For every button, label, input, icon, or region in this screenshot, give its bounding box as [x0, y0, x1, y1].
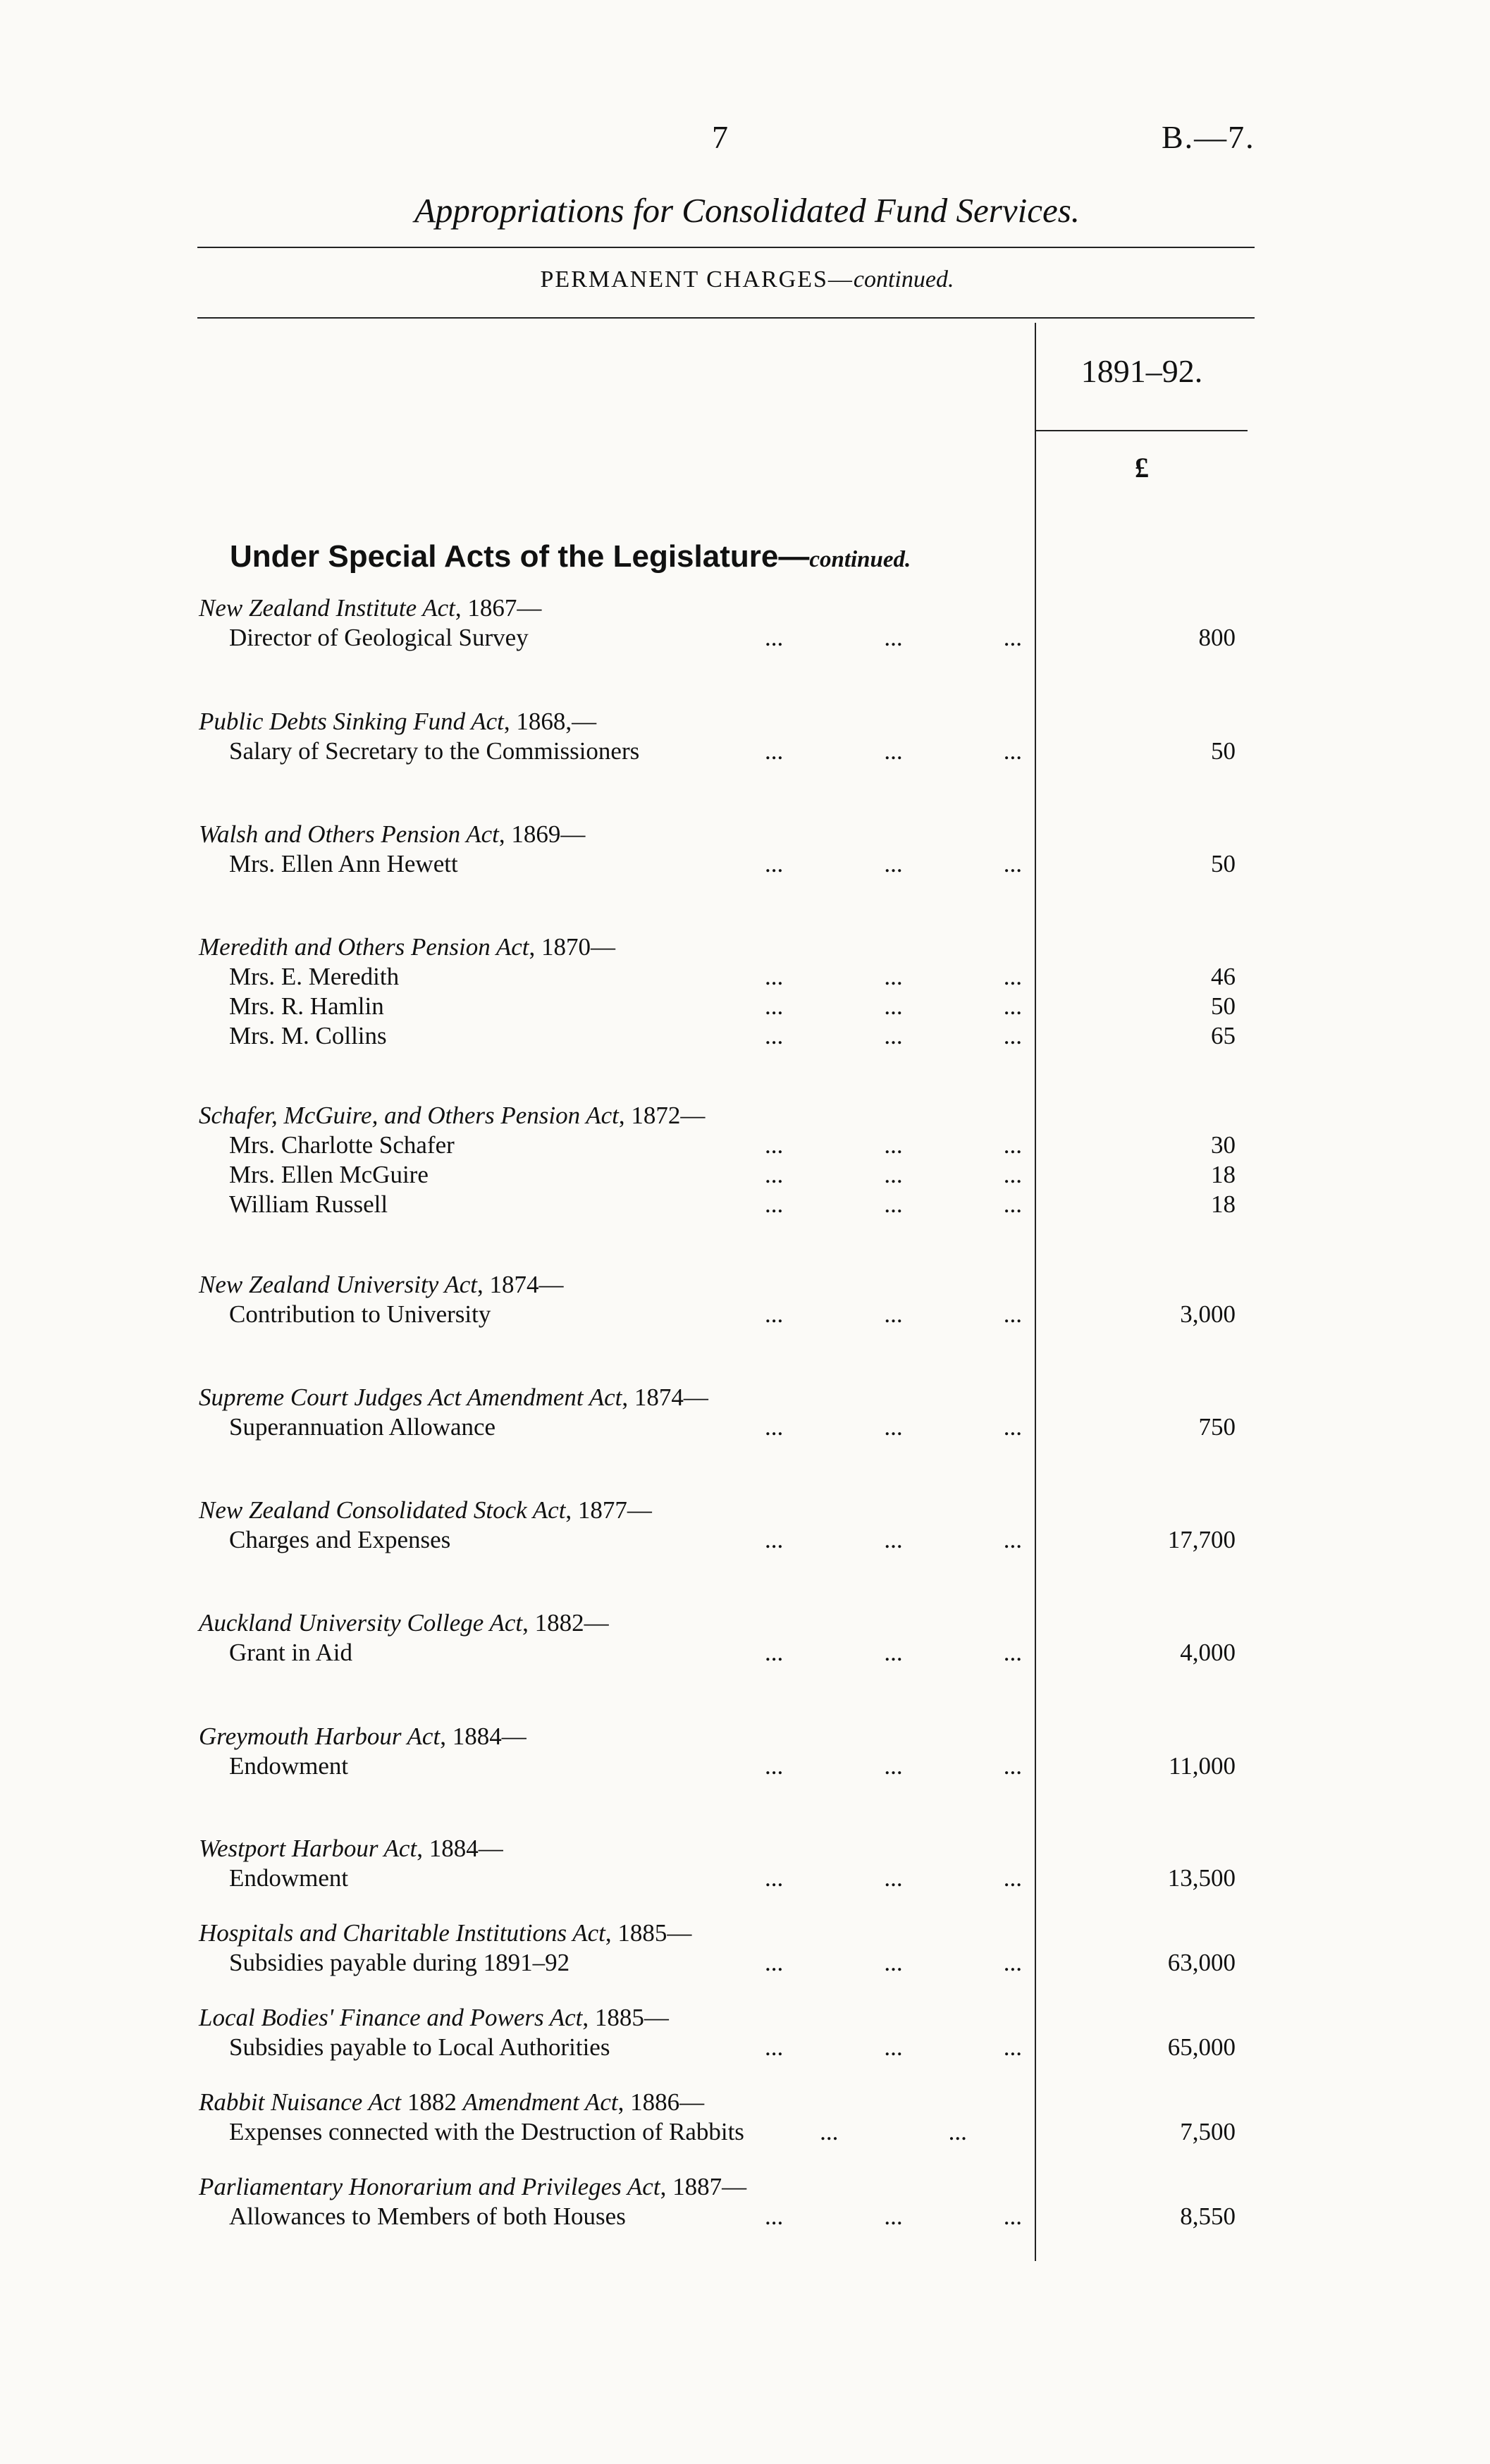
act-year: , 1870—	[529, 933, 616, 961]
leader-dot: ...	[765, 1300, 784, 1328]
leader-dot: ...	[765, 1752, 784, 1780]
item-amount: 7,500	[1180, 2118, 1236, 2145]
act-name: Schafer, McGuire, and Others Pension Act	[199, 1102, 619, 1129]
leader-dots	[765, 1160, 1022, 1190]
subtitle-rule	[197, 317, 1255, 319]
item-label: Expenses connected with the Destruction of Rabbits	[229, 2118, 744, 2145]
leader-dot: ...	[884, 1413, 903, 1441]
leader-dots	[765, 1131, 1022, 1160]
leader-dot: ...	[1003, 1752, 1022, 1780]
act-year: , 1882—	[522, 1609, 609, 1637]
leader-dot: ...	[765, 2203, 784, 2230]
section-heading	[230, 539, 911, 574]
leader-dot: ...	[1003, 1526, 1022, 1553]
leader-dot: ...	[1003, 1639, 1022, 1666]
item-amount: 65,000	[1167, 2033, 1236, 2061]
leader-dot: ...	[765, 624, 784, 651]
leader-dot: ...	[1003, 1022, 1022, 1049]
leader-dot: ...	[884, 992, 903, 1020]
item-amount: 46	[1211, 963, 1236, 990]
leader-dot: ...	[1003, 992, 1022, 1020]
item-label: Endowment	[229, 1864, 349, 1892]
leader-dot: ...	[765, 1190, 784, 1218]
act-year: , 1872—	[618, 1102, 706, 1129]
act-name: New Zealand University Act	[199, 1271, 477, 1298]
act-name: New Zealand Consolidated Stock Act	[199, 1496, 566, 1524]
item-amount: 8,550	[1180, 2203, 1236, 2230]
act-year: 1882	[401, 2088, 463, 2116]
item-label: Salary of Secretary to the Commissioners	[229, 737, 640, 765]
leader-dot: ...	[884, 850, 903, 877]
leader-dots	[765, 1300, 1022, 1329]
item-amount: 63,000	[1167, 1949, 1236, 1976]
item-label: Contribution to University	[229, 1300, 491, 1328]
act-year: , 1887—	[660, 2173, 747, 2200]
leader-dots	[765, 1190, 1022, 1219]
item-label: Endowment	[229, 1752, 349, 1780]
leader-dot: ...	[765, 1864, 784, 1892]
section-heading-suffix: continued.	[809, 547, 911, 572]
act-title	[199, 1101, 705, 1131]
item-label: Mrs. Charlotte Schafer	[229, 1131, 455, 1159]
act-name-continued: Amendment Act	[462, 2088, 618, 2116]
leader-dot: ...	[884, 624, 903, 651]
act-year: , 1874—	[477, 1271, 564, 1298]
leader-dots	[765, 1751, 1022, 1781]
leader-dot: ...	[884, 1190, 903, 1218]
leader-dot: ...	[820, 2118, 839, 2145]
act-title	[199, 1496, 652, 1525]
page-reference: B.—7.	[1162, 119, 1255, 155]
leader-dot: ...	[884, 1022, 903, 1049]
leader-dot: ...	[884, 1864, 903, 1892]
act-year: , 1877—	[565, 1496, 652, 1524]
act-year-continued: , 1886—	[617, 2088, 705, 2116]
leader-dot: ...	[765, 1022, 784, 1049]
leader-dots	[765, 2117, 1022, 2147]
act-title	[199, 820, 585, 849]
act-title	[199, 707, 596, 737]
item-label: Allowances to Members of both Houses	[229, 2203, 626, 2230]
leader-dot: ...	[884, 1526, 903, 1553]
act-title	[199, 1270, 564, 1300]
leader-dot: ...	[765, 1413, 784, 1441]
leader-dot: ...	[765, 992, 784, 1020]
page-title: Appropriations for Consolidated Fund Services.	[414, 191, 1080, 230]
leader-dot: ...	[884, 963, 903, 990]
leader-dot: ...	[1003, 1300, 1022, 1328]
leader-dot: ...	[1003, 1864, 1022, 1892]
leader-dot: ...	[884, 1752, 903, 1780]
leader-dot: ...	[765, 963, 784, 990]
leader-dot: ...	[1003, 963, 1022, 990]
leader-dots	[765, 2033, 1022, 2062]
leader-dot: ...	[1003, 1190, 1022, 1218]
act-year: , 1874—	[622, 1384, 708, 1411]
leader-dot: ...	[1003, 1949, 1022, 1976]
item-label: Subsidies payable to Local Authorities	[229, 2033, 610, 2061]
leader-dots	[765, 962, 1022, 992]
leader-dot: ...	[884, 1639, 903, 1666]
act-name: Parliamentary Honorarium and Privileges Act	[199, 2173, 660, 2200]
subtitle-suffix: continued.	[853, 266, 954, 292]
act-title	[199, 2088, 704, 2117]
leader-dot: ...	[765, 1639, 784, 1666]
item-amount: 17,700	[1167, 1526, 1236, 1553]
item-label: Mrs. R. Hamlin	[229, 992, 384, 1020]
leader-dot: ...	[1003, 737, 1022, 765]
item-amount: 18	[1211, 1161, 1236, 1188]
leader-dot: ...	[884, 1300, 903, 1328]
item-label: Charges and Expenses	[229, 1526, 451, 1553]
item-amount: 4,000	[1180, 1639, 1236, 1666]
leader-dot: ...	[765, 850, 784, 877]
act-title	[199, 2172, 746, 2202]
item-label: Superannuation Allowance	[229, 1413, 496, 1441]
leader-dots	[765, 737, 1022, 766]
item-amount: 50	[1211, 850, 1236, 877]
act-name: Meredith and Others Pension Act	[199, 933, 529, 961]
act-title	[199, 2003, 669, 2033]
act-title	[199, 1608, 609, 1638]
item-amount: 18	[1211, 1190, 1236, 1218]
subtitle	[197, 266, 1297, 293]
year-header-rule	[1035, 430, 1248, 431]
item-amount: 750	[1198, 1413, 1236, 1441]
act-name: Rabbit Nuisance Act	[199, 2088, 402, 2116]
leader-dots	[765, 1021, 1022, 1051]
leader-dot: ...	[884, 1131, 903, 1159]
leader-dot: ...	[884, 1949, 903, 1976]
title-rule	[197, 247, 1255, 248]
leader-dot: ...	[884, 737, 903, 765]
act-name: Walsh and Others Pension Act	[199, 820, 499, 848]
leader-dots	[765, 992, 1022, 1021]
leader-dot: ...	[765, 2033, 784, 2061]
act-name: Westport Harbour Act	[199, 1835, 417, 1862]
act-year: , 1885—	[605, 1919, 692, 1947]
item-label: Subsidies payable during 1891–92	[229, 1949, 570, 1976]
leader-dot: ...	[884, 2033, 903, 2061]
year-column-header: 1891–92.	[1080, 353, 1203, 389]
leader-dots	[765, 1525, 1022, 1555]
act-year: , 1868,—	[503, 708, 597, 735]
act-year: , 1884—	[417, 1835, 503, 1862]
act-year: , 1869—	[498, 820, 586, 848]
leader-dot: ...	[1003, 1413, 1022, 1441]
leader-dots	[765, 1864, 1022, 1893]
leader-dot: ...	[1003, 1131, 1022, 1159]
leader-dots	[765, 623, 1022, 653]
subtitle-main: PERMANENT CHARGES—	[540, 266, 854, 292]
item-label: Mrs. Ellen McGuire	[229, 1161, 429, 1188]
item-amount: 30	[1211, 1131, 1236, 1159]
act-title	[199, 932, 615, 962]
act-title	[199, 1834, 503, 1864]
currency-symbol: £	[1135, 452, 1149, 483]
item-label: Mrs. E. Meredith	[229, 963, 400, 990]
leader-dot: ...	[765, 1161, 784, 1188]
section-heading-text: Under Special Acts of the Legislature—	[230, 539, 810, 574]
act-name: Greymouth Harbour Act	[199, 1723, 441, 1750]
leader-dot: ...	[884, 1161, 903, 1188]
item-amount: 800	[1198, 624, 1236, 651]
item-amount: 50	[1211, 737, 1236, 765]
leader-dot: ...	[948, 2118, 967, 2145]
item-amount: 50	[1211, 992, 1236, 1020]
leader-dot: ...	[765, 1949, 784, 1976]
leader-dot: ...	[1003, 1161, 1022, 1188]
act-title	[199, 1918, 691, 1948]
act-name: Hospitals and Charitable Institutions Act	[199, 1919, 605, 1947]
item-label: Grant in Aid	[229, 1639, 352, 1666]
act-name: Local Bodies' Finance and Powers Act	[199, 2004, 583, 2031]
act-name: New Zealand Institute Act	[199, 594, 455, 622]
act-title	[199, 1383, 708, 1412]
item-amount: 11,000	[1169, 1752, 1236, 1780]
leader-dots	[765, 1948, 1022, 1978]
item-label: William Russell	[229, 1190, 388, 1218]
leader-dot: ...	[1003, 2033, 1022, 2061]
act-name: Supreme Court Judges Act Amendment Act	[199, 1384, 622, 1411]
leader-dots	[765, 2202, 1022, 2231]
leader-dot: ...	[1003, 850, 1022, 877]
leader-dot: ...	[765, 1131, 784, 1159]
leader-dot: ...	[765, 737, 784, 765]
leader-dots	[765, 1638, 1022, 1668]
act-name: Public Debts Sinking Fund Act	[199, 708, 504, 735]
item-amount: 65	[1211, 1022, 1236, 1049]
leader-dot: ...	[1003, 624, 1022, 651]
leader-dots	[765, 849, 1022, 879]
page-number: 7	[712, 119, 728, 155]
item-label: Mrs. Ellen Ann Hewett	[229, 850, 458, 877]
act-title	[199, 593, 541, 623]
item-amount: 3,000	[1180, 1300, 1236, 1328]
act-name: Auckland University College Act	[199, 1609, 523, 1637]
leader-dot: ...	[765, 1526, 784, 1553]
item-amount: 13,500	[1167, 1864, 1236, 1892]
act-title	[199, 1722, 527, 1751]
item-label: Mrs. M. Collins	[229, 1022, 387, 1049]
item-label: Director of Geological Survey	[229, 624, 529, 651]
leader-dots	[765, 1412, 1022, 1442]
leader-dot: ...	[1003, 2203, 1022, 2230]
leader-dot: ...	[884, 2203, 903, 2230]
act-year: , 1885—	[582, 2004, 669, 2031]
act-year: , 1867—	[455, 594, 542, 622]
act-year: , 1884—	[440, 1723, 527, 1750]
